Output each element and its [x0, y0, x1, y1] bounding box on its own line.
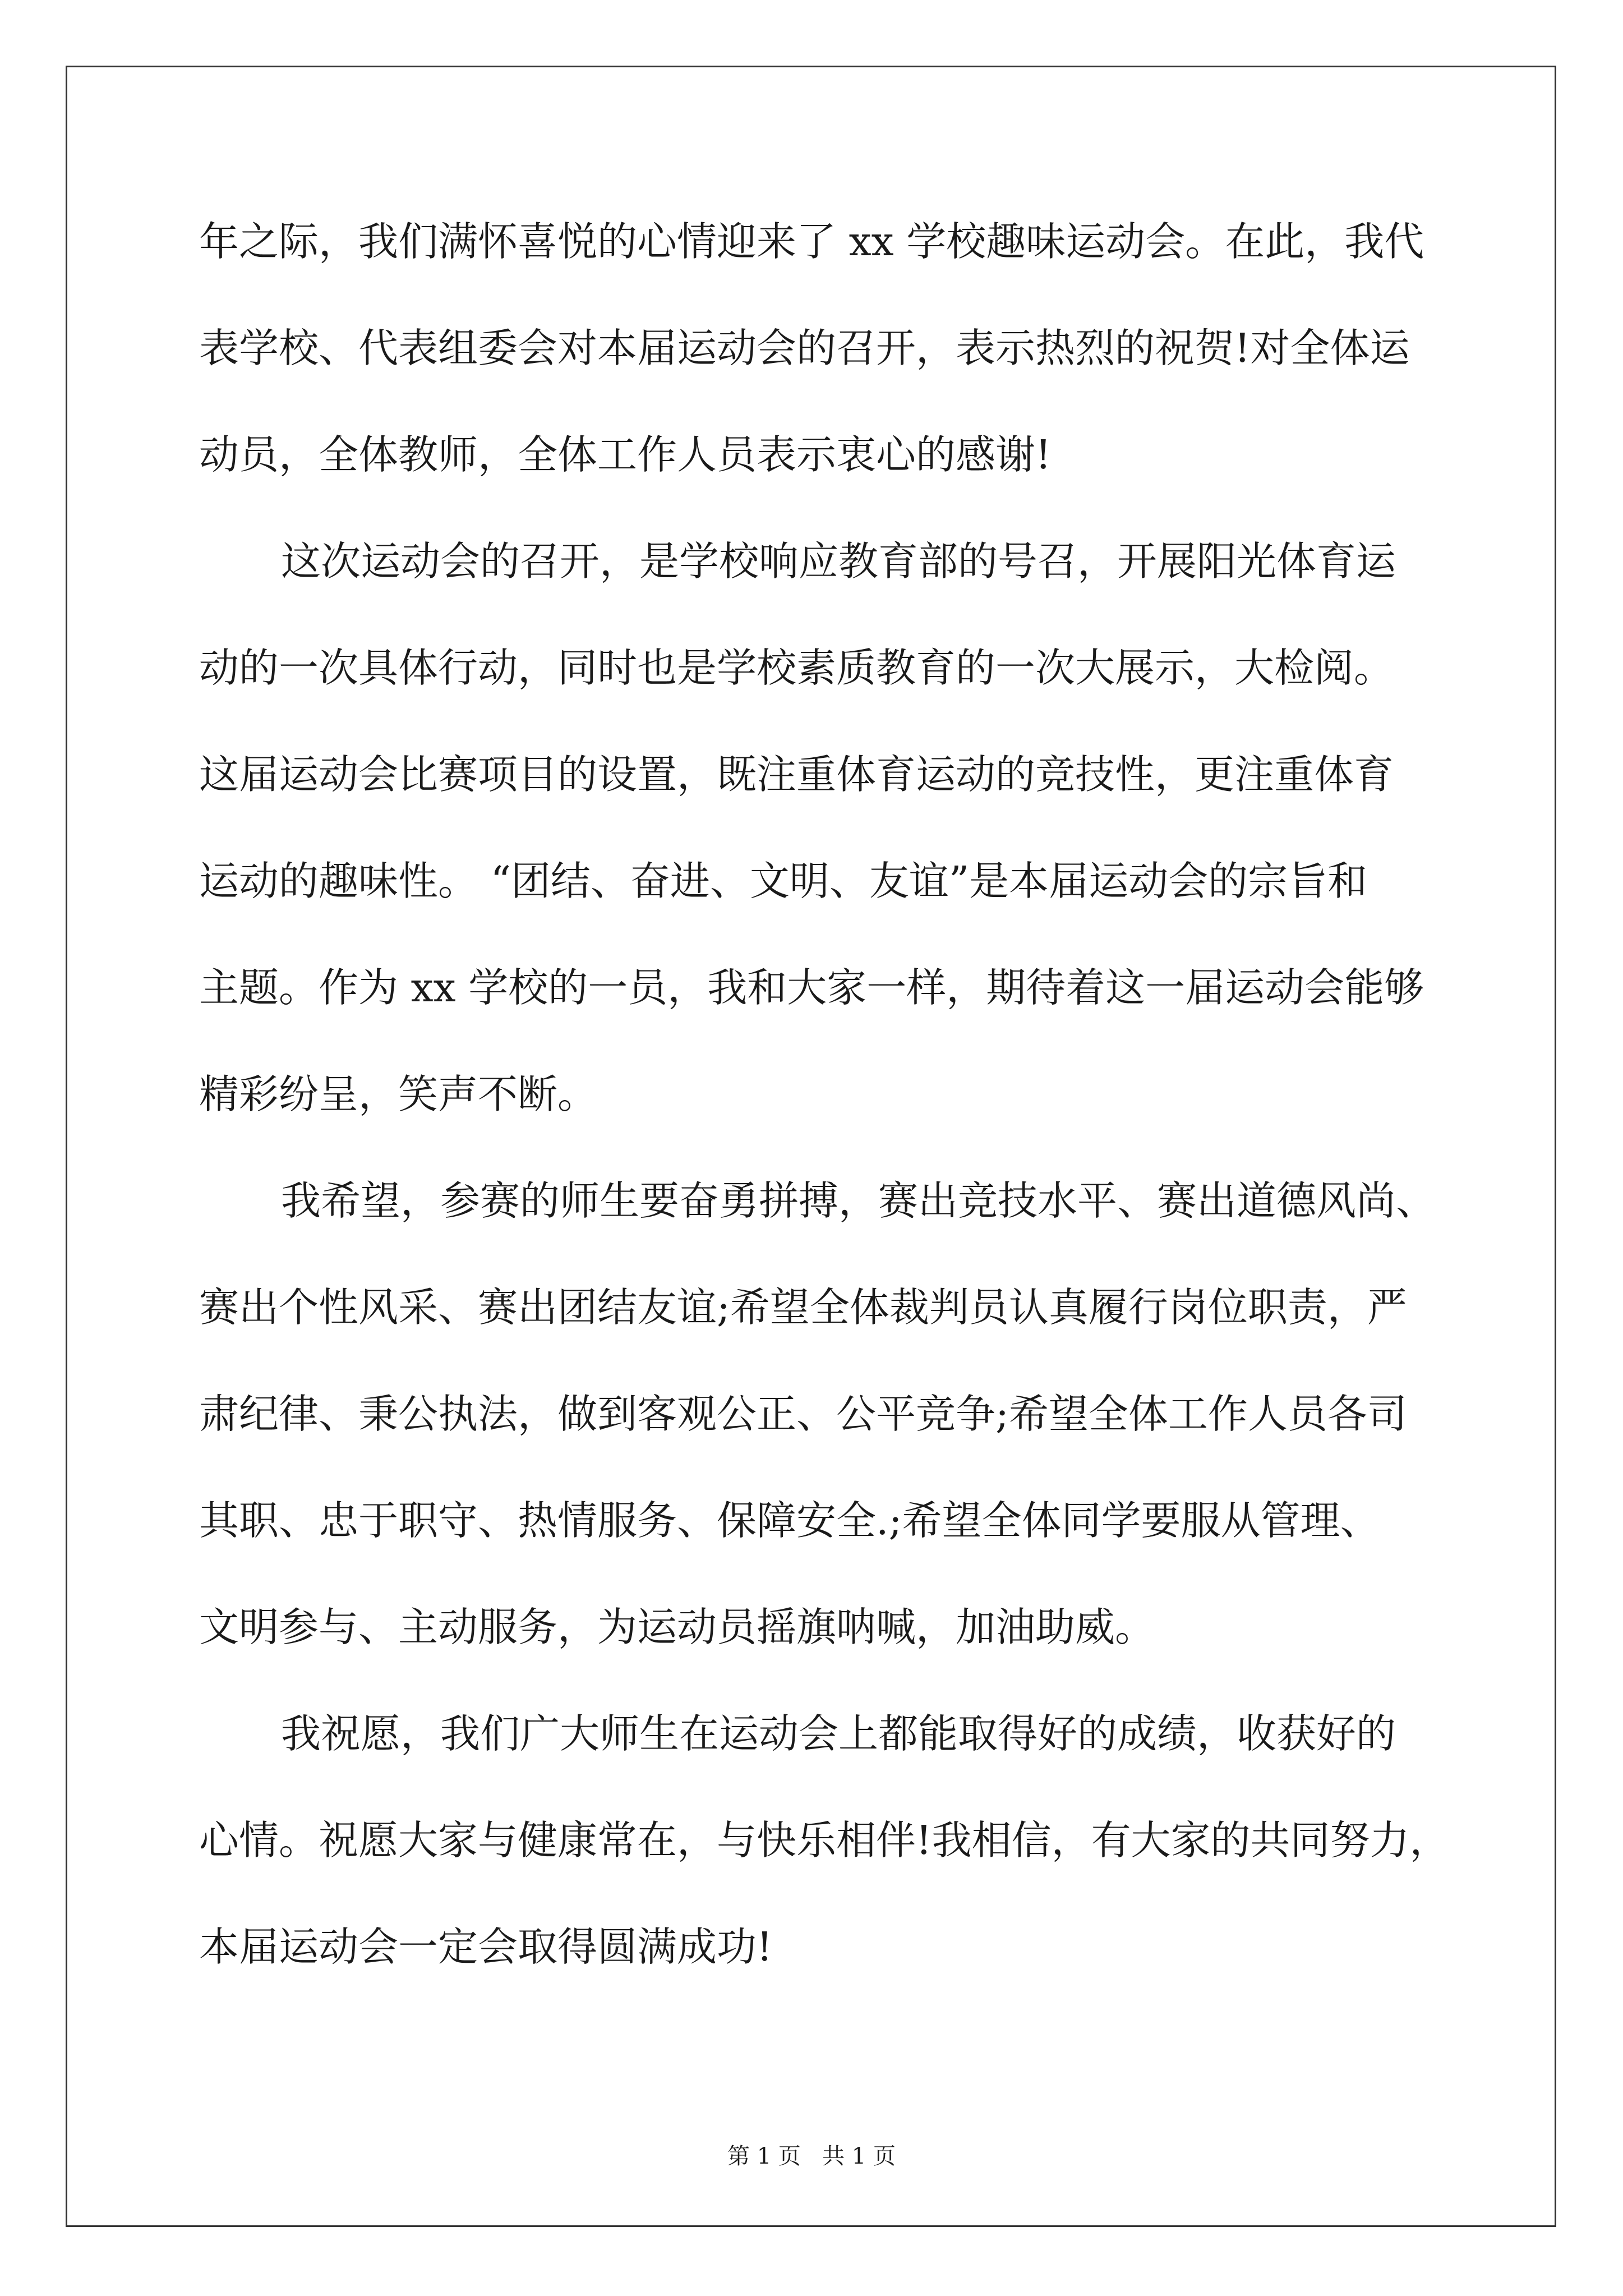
text-line: 动员，全体教师，全体工作人员表示衷心的感谢! [199, 431, 1052, 478]
text-line: 这届运动会比赛项目的设置，既注重体育运动的竞技性，更注重体育 [199, 751, 1394, 798]
text-line: 文明参与、主动服务，为运动员摇旗呐喊，加油助威。 [199, 1604, 1155, 1650]
text-line: 这次运动会的召开，是学校响应教育部的号召，开展阳光体育运 [281, 538, 1396, 585]
text-line: 表学校、代表组委会对本届运动会的召开，表示热烈的祝贺!对全体运 [199, 325, 1410, 371]
text-line: 肃纪律、秉公执法，做到客观公正、公平竞争;希望全体工作人员各司 [199, 1391, 1407, 1437]
text-line: 主题。作为 xx 学校的一员，我和大家一样，期待着这一届运动会能够 [199, 964, 1424, 1011]
text-line: 动的一次具体行动，同时也是学校素质教育的一次大展示，大检阅。 [199, 645, 1394, 691]
text-line: 我希望，参赛的师生要奋勇拼搏，赛出竞技水平、赛出道德风尚、 [281, 1177, 1436, 1224]
text-line: 赛出个性风采、赛出团结友谊;希望全体裁判员认真履行岗位职责，严 [199, 1284, 1407, 1331]
text-line: 心情。祝愿大家与健康常在，与快乐相伴!我相信，有大家的共同努力， [199, 1817, 1450, 1864]
text-line: 精彩纷呈，笑声不断。 [199, 1071, 598, 1117]
text-line: 运动的趣味性。 “团结、奋进、文明、友谊”是本届运动会的宗旨和 [199, 858, 1368, 904]
page-number-footer: 第 1 页 共 1 页 [727, 2143, 896, 2169]
text-line: 其职、忠于职守、热情服务、保障安全.;希望全体同学要服从管理、 [199, 1497, 1380, 1544]
text-line: 本届运动会一定会取得圆满成功! [199, 1924, 773, 1970]
page-border [66, 66, 1556, 2227]
text-line: 年之际，我们满怀喜悦的心情迎来了 xx 学校趣味运动会。在此，我代 [199, 218, 1424, 265]
text-line: 我祝愿，我们广大师生在运动会上都能取得好的成绩，收获好的 [281, 1710, 1396, 1757]
